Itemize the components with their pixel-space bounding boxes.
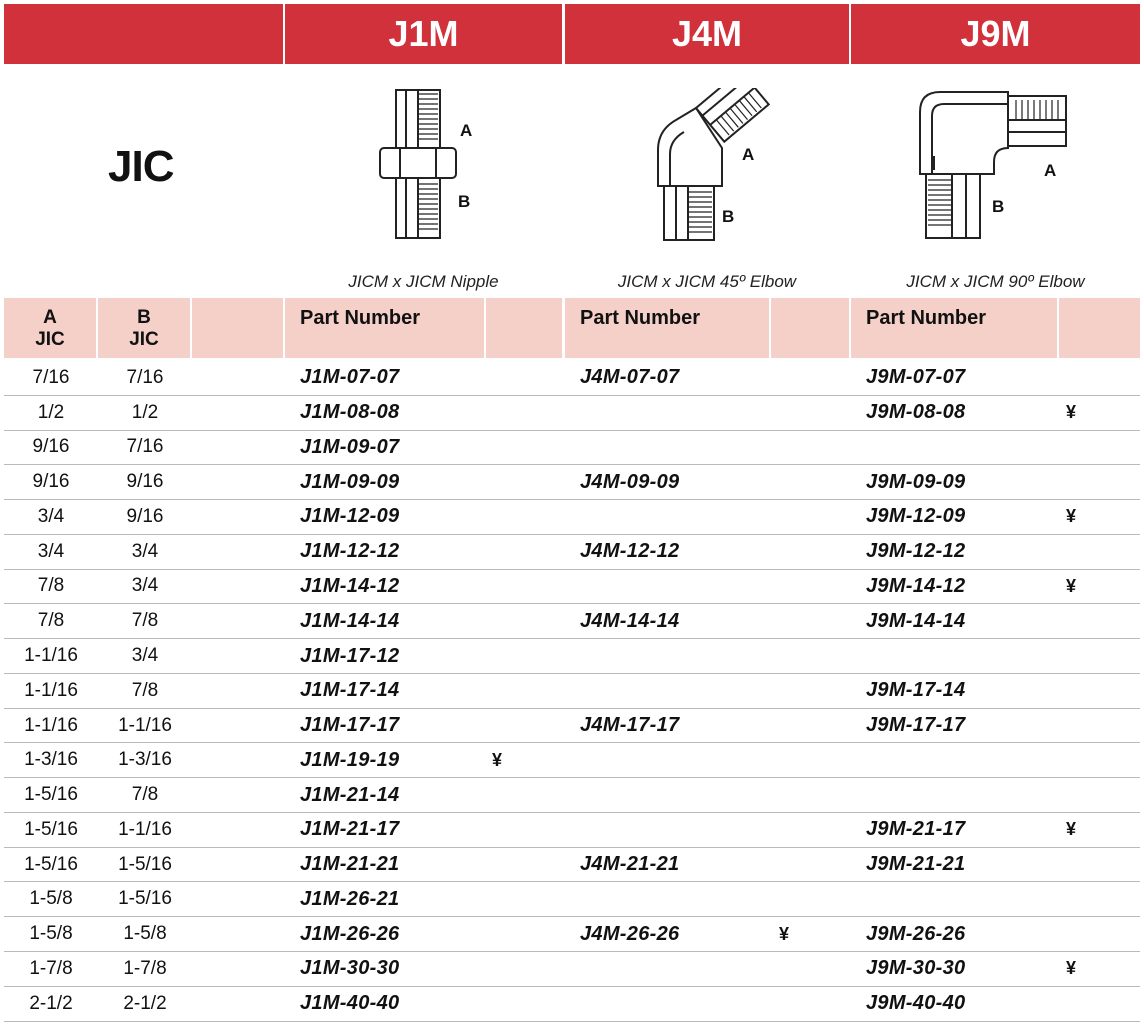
column-header-part-number-j1m: Part Number <box>285 298 484 358</box>
45-elbow-drawing <box>650 88 770 246</box>
table-row <box>4 570 1140 605</box>
part-number-j1m: J1M-19-19 <box>300 748 400 771</box>
size-b-cell: 7/8 <box>131 679 159 701</box>
table-row <box>4 882 1140 917</box>
column-header-mark-j1m <box>486 298 562 358</box>
size-a-cell: 1-1/16 <box>24 679 78 701</box>
column-header-part-number-j4m: Part Number <box>565 298 769 358</box>
size-b-cell: 1/2 <box>131 401 159 423</box>
table-row <box>4 396 1140 431</box>
size-a-cell: 1/2 <box>37 401 65 423</box>
part-number-j9m: J9M-21-17 <box>866 818 966 841</box>
column-header-b-type: JIC <box>129 329 159 350</box>
size-a-cell: 1-1/16 <box>24 645 78 666</box>
port-a-label: A <box>1044 161 1057 180</box>
size-a-cell: 2-1/2 <box>29 992 73 1014</box>
part-number-j4m: J4M-07-07 <box>580 366 680 389</box>
table-row <box>4 778 1140 813</box>
part-number-j4m: J4M-26-26 <box>580 922 680 945</box>
availability-mark-j9m: ¥ <box>1066 958 1077 979</box>
size-a-cell: 7/8 <box>37 575 65 597</box>
size-b-cell: 1-5/16 <box>118 888 172 910</box>
size-a-cell: 1-3/16 <box>24 749 78 771</box>
part-number-j9m: J9M-26-26 <box>866 922 966 945</box>
part-number-j1m: J1M-17-17 <box>300 714 400 737</box>
availability-mark-j9m: ¥ <box>1066 402 1077 423</box>
straight-nipple-drawing <box>370 86 480 244</box>
size-b-cell: 7/16 <box>126 436 164 458</box>
availability-mark-j9m: ¥ <box>1066 575 1077 596</box>
table-row <box>4 709 1140 744</box>
size-a-cell: 3/4 <box>37 505 65 527</box>
table-row <box>4 639 1140 674</box>
size-b-cell: 7/8 <box>131 784 159 806</box>
part-number-j1m: J1M-30-30 <box>300 957 400 980</box>
size-a-cell: 7/16 <box>32 366 70 388</box>
part-number-j1m: J1M-21-21 <box>300 853 400 876</box>
table-row <box>4 535 1140 570</box>
section-label-jic: JIC <box>108 142 174 191</box>
column-header-a-type: JIC <box>35 329 65 350</box>
table-row <box>4 987 1140 1022</box>
port-a-label: A <box>460 121 473 140</box>
availability-mark-j9m: ¥ <box>1066 819 1077 840</box>
table-row <box>4 361 1140 396</box>
size-a-cell: 9/16 <box>32 436 70 458</box>
size-b-cell: 1-5/16 <box>118 853 172 875</box>
caption-j1m: JICM x JICM Nipple <box>348 272 499 291</box>
part-number-j9m: J9M-21-21 <box>866 853 966 876</box>
size-b-cell: 1-1/16 <box>118 818 172 840</box>
90-elbow-drawing <box>912 86 1072 244</box>
part-number-j4m: J4M-14-14 <box>580 609 680 632</box>
part-number-j4m: J4M-09-09 <box>580 470 680 493</box>
part-number-j9m: J9M-17-17 <box>866 714 966 737</box>
size-a-cell: 1-5/16 <box>24 784 78 806</box>
size-a-cell: 7/8 <box>37 610 65 632</box>
header-j9m: J9M <box>851 4 1140 64</box>
column-header-b-letter: B <box>137 307 151 328</box>
column-header-mark-j9m <box>1059 298 1140 358</box>
part-number-j9m: J9M-14-12 <box>866 574 966 597</box>
header-j1m: J1M <box>285 4 562 64</box>
size-a-cell: 1-5/16 <box>24 818 78 840</box>
availability-mark-j9m: ¥ <box>1066 506 1077 527</box>
column-header-b <box>98 298 190 358</box>
part-number-j1m: J1M-21-17 <box>300 818 400 841</box>
table-row <box>4 848 1140 883</box>
size-b-cell: 9/16 <box>126 505 164 527</box>
port-a-label: A <box>742 145 755 164</box>
size-a-cell: 1-1/16 <box>24 714 78 736</box>
caption-j4m: JICM x JICM 45º Elbow <box>617 272 797 291</box>
part-number-j1m: J1M-21-14 <box>300 783 400 806</box>
column-header-spacer <box>192 298 283 358</box>
table-row <box>4 813 1140 848</box>
column-header-a-letter: A <box>43 307 57 328</box>
part-number-j9m: J9M-14-14 <box>866 609 966 632</box>
size-b-cell: 7/8 <box>131 610 159 632</box>
size-a-cell: 1-5/16 <box>24 853 78 875</box>
availability-mark-j1m: ¥ <box>492 749 503 770</box>
table-row <box>4 743 1140 778</box>
table-row <box>4 500 1140 535</box>
part-number-j1m: J1M-26-26 <box>300 922 400 945</box>
part-number-j1m: J1M-40-40 <box>300 992 400 1015</box>
size-a-cell: 1-5/8 <box>29 888 73 910</box>
port-b-label: B <box>992 197 1005 216</box>
part-number-j9m: J9M-09-09 <box>866 470 966 493</box>
column-header-part-number-j9m: Part Number <box>851 298 1057 358</box>
part-number-j9m: J9M-12-12 <box>866 540 966 563</box>
part-number-j1m: J1M-14-12 <box>300 574 400 597</box>
part-number-j1m: J1M-12-12 <box>300 540 400 563</box>
column-header-mark-j4m <box>771 298 849 358</box>
size-b-cell: 1-1/16 <box>118 714 172 736</box>
size-b-cell: 1-3/16 <box>118 749 172 771</box>
part-number-j1m: J1M-07-07 <box>300 366 400 389</box>
table-row <box>4 952 1140 987</box>
size-b-cell: 1-5/8 <box>123 923 167 945</box>
part-number-j1m: J1M-14-14 <box>300 609 400 632</box>
part-number-j9m: J9M-30-30 <box>866 957 966 980</box>
part-number-j1m: J1M-09-07 <box>300 435 400 458</box>
part-number-j1m: J1M-08-08 <box>300 401 400 424</box>
caption-j9m: JICM x JICM 90º Elbow <box>906 272 1085 291</box>
part-number-j9m: J9M-17-14 <box>866 679 966 702</box>
size-a-cell: 9/16 <box>32 471 70 493</box>
part-number-j1m: J1M-17-12 <box>300 644 400 667</box>
port-b-label: B <box>722 207 735 226</box>
part-number-table <box>4 361 1140 1022</box>
part-number-j9m: J9M-07-07 <box>866 366 966 389</box>
part-number-j9m: J9M-40-40 <box>866 992 966 1015</box>
header-blank-cell <box>4 4 283 64</box>
availability-mark-j4m: ¥ <box>779 923 790 944</box>
part-number-j1m: J1M-09-09 <box>300 470 400 493</box>
part-number-j9m: J9M-12-09 <box>866 505 966 528</box>
size-b-cell: 1-7/8 <box>123 957 167 979</box>
size-a-cell: 3/4 <box>37 540 65 562</box>
table-row <box>4 431 1140 466</box>
size-b-cell: 7/16 <box>126 366 164 388</box>
port-b-label: B <box>458 192 471 211</box>
size-b-cell: 3/4 <box>131 540 159 562</box>
size-b-cell: 3/4 <box>131 645 159 666</box>
header-j4m: J4M <box>565 4 849 64</box>
table-row <box>4 604 1140 639</box>
part-number-j1m: J1M-26-21 <box>300 887 400 910</box>
part-number-j4m: J4M-17-17 <box>580 714 680 737</box>
table-row <box>4 465 1140 500</box>
part-number-j1m: J1M-12-09 <box>300 505 400 528</box>
table-row <box>4 917 1140 952</box>
part-number-j4m: J4M-12-12 <box>580 540 680 563</box>
part-number-j4m: J4M-21-21 <box>580 853 680 876</box>
part-number-j1m: J1M-17-14 <box>300 679 400 702</box>
size-b-cell: 9/16 <box>126 471 164 493</box>
size-a-cell: 1-5/8 <box>29 923 73 945</box>
part-number-j9m: J9M-08-08 <box>866 401 966 424</box>
size-a-cell: 1-7/8 <box>29 957 73 979</box>
size-b-cell: 2-1/2 <box>123 992 167 1014</box>
size-b-cell: 3/4 <box>131 575 159 597</box>
table-row <box>4 674 1140 709</box>
column-header-a <box>4 298 96 358</box>
